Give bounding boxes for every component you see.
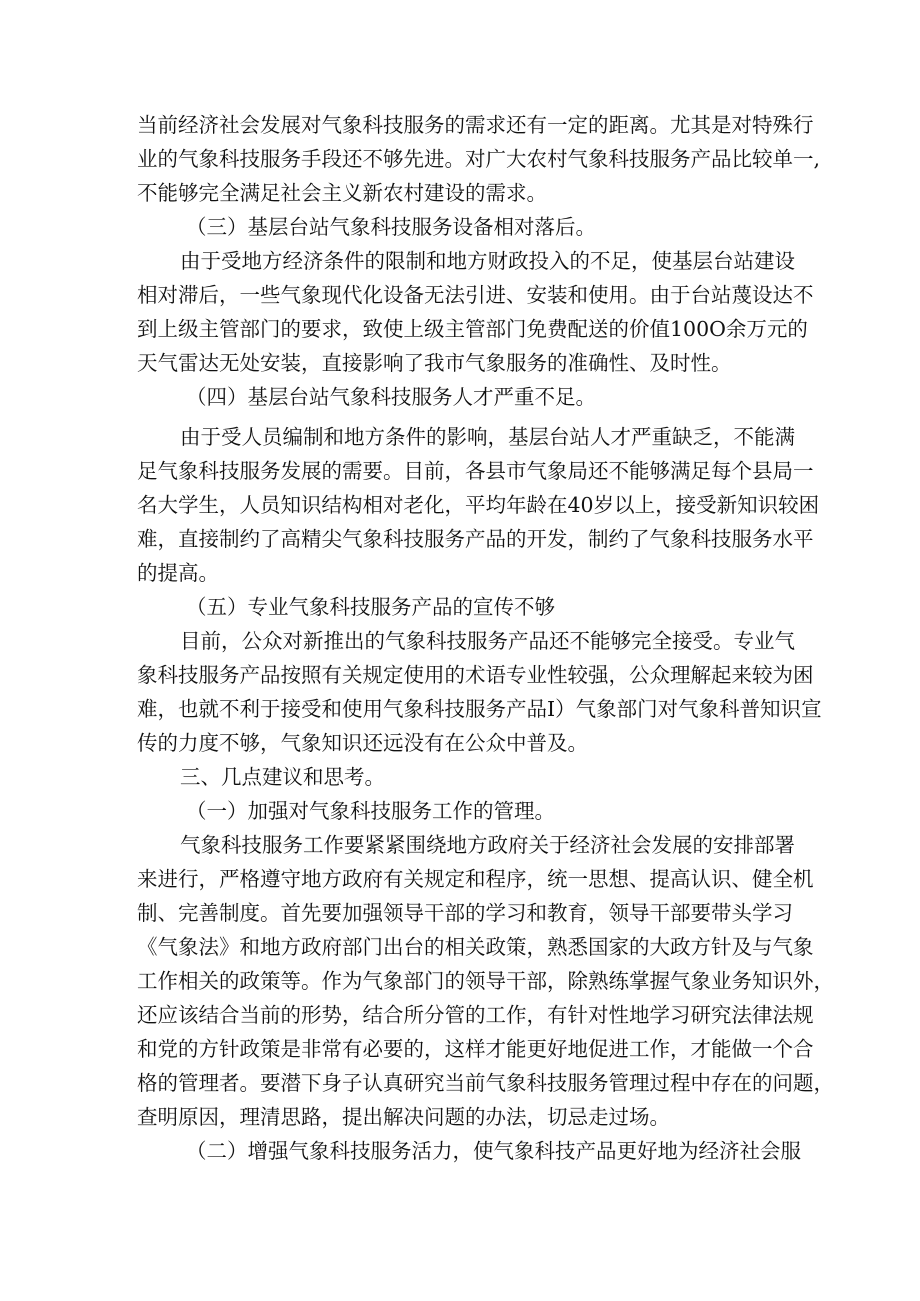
section-heading: （四）基层台站气象科技服务人才严重不足。	[186, 385, 596, 409]
text-line: 制、完善制度。首先要加强领导干部的学习和教育，领导干部要带头学习	[137, 901, 793, 925]
text-line: 足气象科技服务发展的需要。目前，各县市气象局还不能够满足每个县局一	[137, 459, 814, 483]
text-line: 《气象法》和地方政府部门出台的相关政策，熟悉国家的大政方针及与气象	[137, 935, 814, 959]
text-line: 天气雷达无处安装，直接影响了我市气象服务的准确性、及时性。	[137, 351, 732, 375]
text-line: 由于受人员编制和地方条件的影响，基层台站人才严重缺乏，不能满	[180, 425, 795, 449]
section-heading: （三）基层台站气象科技服务设备相对落后。	[186, 215, 596, 239]
text-line: 象科技服务产品按照有关规定使用的术语专业性较强，公众理解起来较为困	[137, 663, 814, 687]
text-line: 的提高。	[137, 561, 219, 585]
text-line: 不能够完全满足社会主义新农村建设的需求。	[137, 181, 547, 205]
section-heading: （一）加强对气象科技服务工作的管理。	[186, 799, 555, 823]
text-line: 气象科技服务工作要紧紧围绕地方政府关于经济社会发展的安排部署	[180, 833, 795, 857]
section-heading: （二）增强气象科技服务活力，使气象科技产品更好地为经济社会服	[186, 1139, 801, 1163]
text-line: 目前，公众对新推出的气象科技服务产品还不能够完全接受。专业气	[180, 629, 795, 653]
text-line: 格的管理者。要潜下身子认真研究当前气象科技服务管理过程中存在的问题，	[137, 1071, 834, 1095]
text-line: 业的气象科技服务手段还不够先进。对广大农村气象科技服务产品比较单一,	[137, 147, 821, 171]
text-line: 工作相关的政策等。作为气象部门的领导干部，除熟练掌握气象业务知识外，	[137, 969, 834, 993]
text-line: 和党的方针政策是非常有必要的，这样才能更好地促进工作，才能做一个合	[137, 1037, 814, 1061]
text-line: 到上级主管部门的要求，致使上级主管部门免费配送的价值100O余万元的	[137, 317, 808, 341]
text-line: 难，也就不利于接受和使用气象科技服务产品I）气象部门对气象科普知识宣	[137, 697, 822, 721]
text-line: 查明原因，理清思路，提出解决问题的办法，切忌走过场。	[137, 1105, 670, 1129]
text-line: 当前经济社会发展对气象科技服务的需求还有一定的距离。尤其是对特殊行	[137, 113, 814, 137]
text-line: 来进行，严格遵守地方政府有关规定和程序，统一思想、提高认识、健全机	[137, 867, 814, 891]
text-line: 由于受地方经济条件的限制和地方财政投入的不足，使基层台站建设	[180, 249, 795, 273]
text-line: 传的力度不够，气象知识还远没有在公众中普及。	[137, 731, 588, 755]
text-line: 名大学生，人员知识结构相对老化，平均年龄在40岁以上，接受新知识较困	[137, 493, 820, 517]
section-heading: 三、几点建议和思考。	[180, 765, 385, 789]
text-line: 难，直接制约了高精尖气象科技服务产品的开发，制约了气象科技服务水平	[137, 527, 814, 551]
section-heading: （五）专业气象科技服务产品的宣传不够	[186, 595, 555, 619]
text-line: 还应该结合当前的形势，结合所分管的工作，有针对性地学习研究法律法规	[137, 1003, 814, 1027]
text-line: 相对滞后，一些气象现代化设备无法引进、安装和使用。由于台站蔑设达不	[137, 283, 814, 307]
